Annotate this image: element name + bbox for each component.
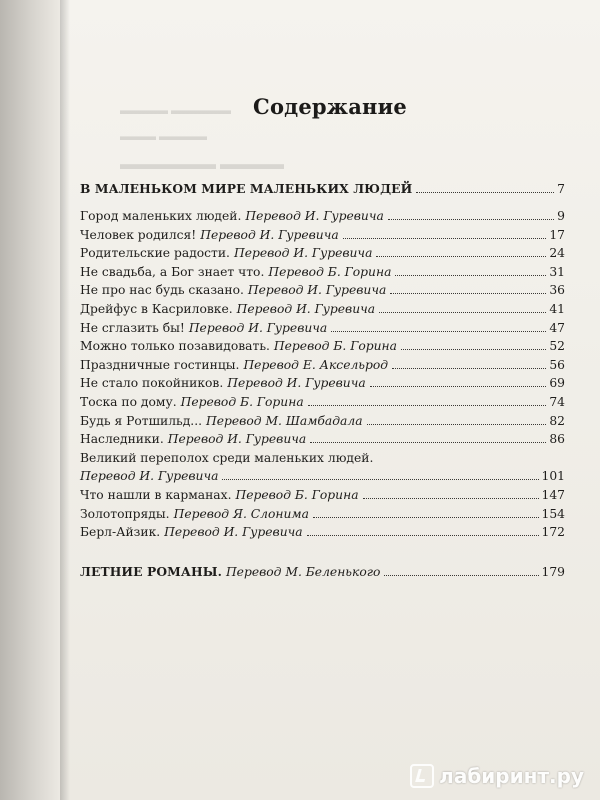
translator: Перевод И. Гуревича xyxy=(164,525,303,540)
translator: Перевод И. Гуревича xyxy=(227,376,366,391)
dot-leader xyxy=(222,478,538,480)
dot-leader xyxy=(307,534,539,536)
translator: Перевод Б. Горина xyxy=(180,394,304,409)
gutter-shadow xyxy=(60,0,70,800)
dot-leader xyxy=(343,237,547,239)
page-title: Содержание xyxy=(253,94,407,119)
dot-leader xyxy=(388,218,554,220)
bleed-through-decoration: ▬▬▬▬▬▬ ▬▬▬▬ xyxy=(120,156,284,173)
toc-entry[interactable] xyxy=(80,209,565,228)
story-title: Золотопряды. xyxy=(80,506,170,521)
story-title: Дрейфус в Касриловке. xyxy=(80,301,233,316)
toc-entry[interactable] xyxy=(80,283,565,302)
page-number: 52 xyxy=(549,339,565,354)
translator: Перевод И. Гуревича xyxy=(188,320,328,335)
story-title: Не свадьба, а Бог знает что. xyxy=(80,264,265,279)
story-title: Наследники. xyxy=(80,432,164,447)
watermark xyxy=(410,764,584,788)
story-title: Великий переполох среди маленьких людей. xyxy=(80,450,374,465)
dot-leader xyxy=(370,385,547,387)
page-number: 82 xyxy=(549,413,565,428)
page-number: 36 xyxy=(549,283,565,298)
story-title: Берл-Айзик. xyxy=(80,525,161,540)
story-title: Город маленьких людей. xyxy=(80,209,242,223)
bleed-through-decoration: ▬▬▬ ▬▬▬▬ xyxy=(120,129,207,143)
translator: Перевод И. Гуревича xyxy=(245,209,384,223)
watermark-text: лабиринт.ру xyxy=(439,764,584,788)
page-number: 86 xyxy=(549,432,565,447)
translator: Перевод Б. Горина xyxy=(235,487,359,502)
story-title: Не стало покойников. xyxy=(80,376,224,391)
page-number: 17 xyxy=(549,227,565,242)
page-number: 47 xyxy=(549,320,565,335)
part-title: ЛЕТНИЕ РОМАНЫ. xyxy=(80,563,222,579)
dot-leader xyxy=(395,274,546,276)
toc-entry[interactable] xyxy=(80,507,565,526)
story-title: Можно только позавидовать. xyxy=(80,339,270,354)
dot-leader xyxy=(363,497,539,499)
dot-leader xyxy=(392,367,546,369)
toc-entry[interactable] xyxy=(80,302,565,321)
page-number: 41 xyxy=(549,301,565,316)
translator: Перевод Я. Слонима xyxy=(173,506,309,521)
dot-leader xyxy=(308,404,547,406)
toc-part-heading[interactable] xyxy=(80,181,565,201)
page-number: 69 xyxy=(549,376,565,391)
translator: Перевод М. Беленького xyxy=(225,564,381,579)
toc-part-heading[interactable] xyxy=(80,564,565,584)
translator: Перевод И. Гуревича xyxy=(233,246,373,261)
page-number: 9 xyxy=(557,209,565,223)
page-number: 24 xyxy=(549,246,565,261)
book-page xyxy=(60,0,600,800)
toc-entry[interactable] xyxy=(80,414,565,433)
toc-entry[interactable] xyxy=(80,246,565,265)
page-number: 147 xyxy=(541,487,565,502)
translator: Перевод Б. Горина xyxy=(273,339,397,354)
toc-entry-multiline-first[interactable] xyxy=(80,451,565,470)
labirint-logo-icon xyxy=(410,764,434,788)
translator: Перевод Е. Аксельрод xyxy=(243,357,389,372)
page-number: 172 xyxy=(541,525,565,540)
dot-leader xyxy=(376,255,546,257)
story-title: Не про нас будь сказано. xyxy=(80,283,244,298)
toc-entry[interactable] xyxy=(80,228,565,247)
toc-entry[interactable] xyxy=(80,358,565,377)
dot-leader xyxy=(331,330,546,332)
translator: Перевод И. Гуревича xyxy=(80,469,219,484)
dot-leader xyxy=(401,348,546,350)
toc-entry[interactable] xyxy=(80,432,565,451)
toc-entry[interactable] xyxy=(80,525,565,544)
page-number: 7 xyxy=(557,182,565,196)
story-title: Родительские радости. xyxy=(80,246,230,261)
toc-entry[interactable] xyxy=(80,488,565,507)
page-number: 101 xyxy=(541,469,565,484)
page-number: 74 xyxy=(549,394,565,409)
toc-entry[interactable] xyxy=(80,339,565,358)
part-title: В МАЛЕНЬКОМ МИРЕ МАЛЕНЬКИХ ЛЮДЕЙ xyxy=(80,181,413,196)
story-title: Тоска по дому. xyxy=(80,394,177,409)
story-title: Человек родился! xyxy=(80,227,197,242)
toc-entry[interactable] xyxy=(80,321,565,340)
dot-leader xyxy=(310,441,546,443)
page-number: 31 xyxy=(549,264,565,279)
translator: Перевод И. Гуревича xyxy=(236,301,376,316)
dot-leader xyxy=(367,423,547,425)
left-page-edge xyxy=(0,0,60,800)
page-number: 56 xyxy=(549,357,565,372)
dot-leader xyxy=(379,311,546,313)
toc-entry-multiline-second[interactable] xyxy=(80,469,565,488)
translator: Перевод И. Гуревича xyxy=(200,227,339,242)
dot-leader xyxy=(313,516,539,518)
toc-entry[interactable] xyxy=(80,376,565,395)
toc-entry[interactable] xyxy=(80,395,565,414)
dot-leader xyxy=(416,191,554,193)
story-title: Праздничные гостинцы. xyxy=(80,357,240,372)
translator: Перевод И. Гуревича xyxy=(247,283,387,298)
page-number: 179 xyxy=(541,564,565,579)
dot-leader xyxy=(390,292,546,294)
story-title: Что нашли в карманах. xyxy=(80,487,232,502)
bleed-through-decoration: ▬▬▬▬ ▬▬▬▬▬ xyxy=(120,103,231,117)
toc-entry[interactable] xyxy=(80,265,565,284)
translator: Перевод Б. Горина xyxy=(268,264,392,279)
page-number: 154 xyxy=(541,506,565,521)
table-of-contents xyxy=(80,181,565,584)
translator: Перевод М. Шамбадала xyxy=(206,413,363,428)
dot-leader xyxy=(384,574,538,576)
story-title: Не сглазить бы! xyxy=(80,320,185,335)
translator: Перевод И. Гуревича xyxy=(167,432,307,447)
story-title: Будь я Ротшильд... xyxy=(80,413,203,428)
